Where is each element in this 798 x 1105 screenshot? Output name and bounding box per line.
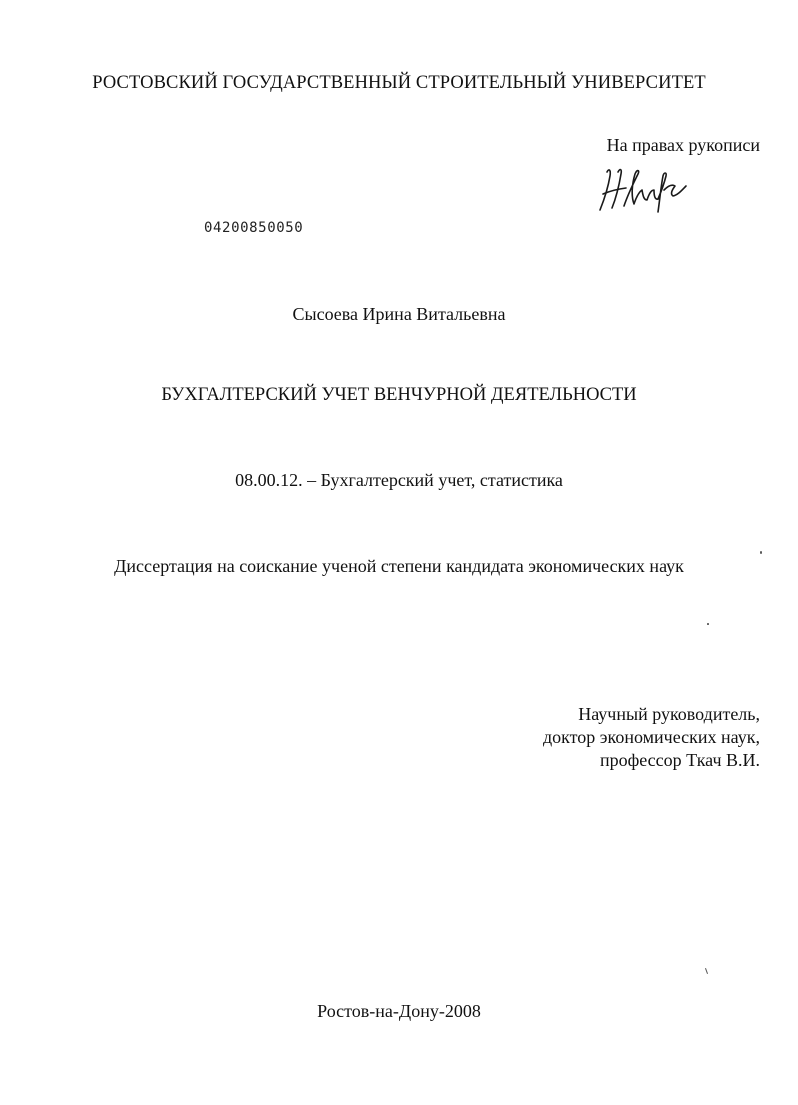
manuscript-note: На правах рукописи (606, 135, 760, 155)
scan-speck (705, 968, 708, 974)
supervisor-role: Научный руководитель, (578, 704, 760, 724)
handwritten-signature (594, 160, 690, 216)
supervisor-name: профессор Ткач В.И. (599, 750, 760, 770)
document-code: 04200850050 (204, 220, 304, 236)
city-year: Ростов-на-Дону-2008 (317, 1001, 481, 1021)
scan-speck (760, 551, 762, 554)
dissertation-title: БУХГАЛТЕРСКИЙ УЧЕТ ВЕНЧУРНОЙ ДЕЯТЕЛЬНОСТИ (161, 385, 637, 405)
author-name: Сысоева Ирина Витальевна (292, 304, 506, 324)
university-name: РОСТОВСКИЙ ГОСУДАРСТВЕННЫЙ СТРОИТЕЛЬНЫЙ УНИВЕРСИТЕТ (92, 73, 706, 93)
specialty-code: 08.00.12. – Бухгалтерский учет, статистика (235, 470, 563, 490)
degree-statement: Диссертация на соискание ученой степени кандидата экономических наук (114, 556, 684, 576)
scan-speck (707, 623, 709, 625)
supervisor-credentials: доктор экономических наук, (543, 727, 760, 747)
